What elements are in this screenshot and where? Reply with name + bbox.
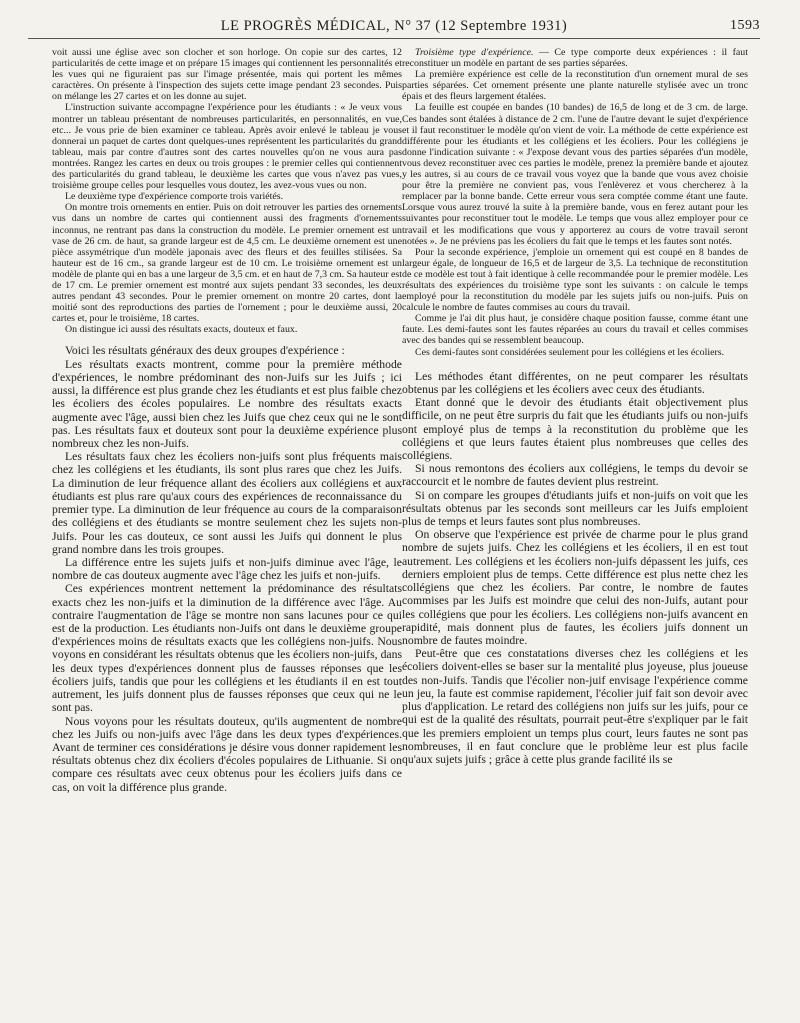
paragraph: Les résultats faux chez les écoliers non-juifs sont plus fréquents mais chez les collégiens et les étudiants, ils sont plus rares que chez les Juifs. La diminution de leur fréquence allant des écoliers aux collégiens et aux étudiants est plus rare qu'aux cours des expériences de reconnaissance du premier type. La diminution de leur fréquence au cours de la comparaison des collégiens et des étudiants se montre seulement chez les sujets non-Juifs. Pour les cas douteux, ce sont aussi les Juifs qui donnent le plus grand nombre dans les trois groupes. [52, 450, 402, 556]
journal-title: LE PROGRÈS MÉDICAL, N° 37 (12 Septembre 1931) [220, 17, 568, 34]
paragraph: Etant donné que le devoir des étudiants était objectivement plus difficile, on ne peut être surpris du fait que les étudiants juifs ou non-juifs ont employé plus de temps à la reconstitution du problème que les collégiens et que leurs fautes étaient plus nombreuses que celles des collégiens. [402, 396, 748, 462]
paragraph: voit aussi une église avec son clocher et son horloge. On copie sur des cartes, 12 particularités de cette image et on prépare 15 images qui contiennent les personnalités et les vues qui ne figuraient pas sur l'image présentée, mais qui portent les mêmes caractères. On présente à l'inspection des sujets cette image pendant 23 secondes. Puis on mélange les 27 cartes et on les donne au sujet. [52, 47, 402, 103]
paragraph: Le deuxième type d'expérience comporte trois variétés. [65, 191, 284, 203]
paragraph: On observe que l'expérience est privée de charme pour le plus grand nombre de sujets juifs. Chez les collégiens et les écoliers, il en est tout autrement. Les collégiens et les écoliers non-juifs dépassent les juifs, ces derniers emploient plus de temps. Cette différence est plus nette chez les collégiens que chez les écoliers. Par contre, le nombre de fautes commises par les Juifs est moindre que celui des non-Juifs, autant pour les collégiens que pour les écoliers. Les collégiens non-juifs avancent en rapidité, mais donnent plus de fautes, les écoliers juifs donnent un nombre de fautes moindre. [402, 528, 748, 647]
left-column [52, 47, 402, 794]
results-section [52, 344, 402, 793]
paragraph: Pour la seconde expérience, j'emploie un ornement qui est coupé en 8 bandes de largeur égale, de longueur de 16,5 et de largeur de 3,5. La technique de reconstitution de ce modèle est tout à fait identique à celle recommandée pour le premier modèle. Les résultats des expériences du troisième type sont les suivants : on calcule le temps employé pour la reconstitution du modèle par les sujets juifs ou non-juifs. Puis on calcule le nombre de fautes commises au cours du travail. [402, 246, 748, 314]
paragraph: Nous voyons pour les résultats douteux, qu'ils augmentent de nombre chez les Juifs ou non-juifs avec l'âge dans les deux types d'expériences. Avant de terminer ces considérations je désire vous donner rapidement les résultats obtenus chez dix écoliers d'écoles populaires de Lithuanie. Si on compare ces résultats avec ceux obtenus pour les écoliers juifs dans ce cas, on voit la différence plus grande. [52, 714, 402, 794]
paragraph: On montre trois ornements en entier. Puis on doit retrouver les parties des ornements vus dans un nombre de cartes qui contiennent aussi des fragments d'ornements inconnus, ne rentrant pas dans la construction du modèle. Le premier ornement est un vase de 26 cm. de haut, sa grande largeur est de 4,5 cm. Le deuxième ornement est une pièce assymétrique d'un modèle japonais avec des fleurs et des feuilles stilisées. Sa hauteur est de 16 cm., sa grande largeur est de 10 cm. Le troisième ornement est un modèle de plante qui en bas a une largeur de 3,5 cm. et en haut de 7,3 cm. Sa hauteur est de 17 cm. Le premier ornement est montré aux sujets pendant 33 secondes, les deux autres pendant 43 secondes. Pour le premier ornement on montre 20 cartes, dont la moitié sont des reproductions des parties de l'ornement ; pour le deuxième aussi, 20 cartes et, pour le troisième, 18 cartes. [52, 202, 402, 325]
paragraph: La première expérience est celle de la reconstitution d'un ornement mural de ses parties séparées. Cet ornement présente une plante naturelle stylisée avec un tronc épais et des fleurs largement étalées. [402, 69, 748, 103]
paragraph: Si on compare les groupes d'étudiants juifs et non-juifs on voit que les résultats obtenus par les seconds sont meilleurs car les Juifs emploient plus de temps et leurs fautes sont plus nombreuses. [402, 488, 748, 529]
paragraph: Les résultats exacts montrent, comme pour la première méthode d'expériences, le nombre prédominant des non-Juifs sur les Juifs ; ici aussi, la différence est plus grande chez les étudiants et est plus faible chez les écoliers des écoles populaires. Le nombre des résultats exacts augmente avec l'âge, aussi bien chez les Juifs que chez ceux qui ne le sont pas. Les résultats faux et douteux sont pour la deuxième expérience plus nombreux chez les non-Juifs. [52, 357, 402, 450]
paragraph: Si nous remontons des écoliers aux collégiens, le temps du devoir se raccourcit et le nombre de fautes devient plus restreint. [402, 462, 748, 489]
right-column [402, 47, 748, 766]
discussion-section [402, 370, 748, 767]
paragraph [402, 47, 748, 69]
paragraph: Voici les résultats généraux des deux groupes d'expérience : [65, 344, 345, 358]
running-header [28, 14, 760, 38]
paragraph: La différence entre les sujets juifs et non-juifs diminue avec l'âge, le nombre de cas douteux augmente avec l'âge chez les juifs et non-juifs. [52, 555, 402, 583]
paragraph: On distingue ici aussi des résultats exacts, douteux et faux. [65, 324, 298, 336]
paragraph: Comme je l'ai dit plus haut, je considère chaque position fausse, comme étant une faute. Les demi-fautes sont les fautes réparées au cours du travail et celles commises avec des bandes qui se ressemblent beaucoup. [402, 313, 748, 347]
paragraph: Les méthodes étant différentes, on ne peut comparer les résultats obtenus par les collégiens et les écoliers avec ceux des étudiants. [402, 369, 748, 396]
section-heading: Troisième type d'expérience. [415, 47, 534, 58]
paragraph: Ces demi-fautes sont considérées seulement pour les collégiens et les écoliers. [415, 346, 725, 358]
page-number: 1593 [730, 18, 760, 33]
paragraph: Peut-être que ces constatations diverses chez les collégiens et les écoliers doivent-elles se baser sur la mentalité plus joyeuse, plus joueuse des non-Juifs. Tandis que l'écolier non-juif envisage l'expérience comme un jeu, la faute est commise rapidement, l'écolier juif fait son devoir avec plus d'application. Le retard des collégiens non juifs sur les juifs, pour ce qui est de la qualité des résultats, pourrait peut-être s'expliquer par le fait que les premiers emploient un temps plus court, leurs fautes ne sont pas nombreuses, il en faut conclure que le problème leur est plus facile qu'aux sujets juifs ; grâce à cette plus grande facilité ils se [402, 647, 748, 766]
paragraph: Ces expériences montrent nettement la prédominance des résultats exacts chez les non-juifs et la diminution de la différence avec l'âge. Au contraire l'augmentation de l'âge se montre non sans lacunes pour ce qui est de la production. Les étudiants non-Juifs ont dans le deuxième groupe d'expériences moins de résultats exacts que les collégiens non-juifs. Nous voyons en considérant les résultats obtenus que les écoliers non-juifs, dans les deux types d'expériences donnent plus de fausses réponses que les écoliers juifs, tandis que pour les collégiens et les étudiants il en est tout autrement, les juifs donnent plus de fausses réponses que ceux qui ne le sont pas. [52, 582, 402, 715]
header-rule [28, 38, 760, 39]
paragraph: L'instruction suivante accompagne l'expérience pour les étudiants : « Je veux vous montrer un tableau présentant de nombreuses particularités, en personnalités, en vue, etc... Je vous prie de bien examiner ce tableau. Après avoir enlevé le tableau je vous donnerai un paquet de cartes dont quelques-unes représentent les particularités du grand tableau, mais par contre d'autres sont des cartes nouvelles qu'on ne vous aura pas montrées. Rangez les cartes en deux ou trois groupes : le premier celles qui contiennent des particularités du grand tableau, le deuxième les cartes que vous n'avez pas vues, troisième groupe celles pour lesquelles vous doutez, les avez-vous vues ou non. [52, 102, 402, 192]
paragraph-text: — Ce type comporte deux expériences : il faut reconstituer un modèle en partant de ses parties séparées. [402, 47, 748, 70]
paragraph: La feuille est coupée en bandes (10 bandes) de 16,5 de long et de 3 cm. de large. Ces bandes sont étalées à distance de 2 cm. l'une de l'autre devant le sujet d'expérience et il faut reconstituer le modèle qu'on vient de voir. La méthode de cette expérience est différente pour les étudiants et les collégiens et les écoliers. Pour les collégiens je donne l'indication suivante : « J'expose devant vous des parties séparées d'un modèle, vous devez reconstituer avec ces parties le modèle, prenez la première bande et ajoutez y les autres, si au cours de ce travail vous voyez que la bande que vous avez choisie pour être la première ne convient pas, vous l'enlèverez et vous chercherez à la remplacer par la bonne bande. Cette erreur vous sera comptée comme étant une faute. Lorsque vous aurez trouvé la suite à la première bande, vous en ferez autant pour les suivantes pour reconstituer tout le modèle. Le temps que vous allez employer pour ce travail et les modifications que vous y apporterez au cours de votre travail seront notées ». Je ne préviens pas les écoliers du fait que le temps et les fautes sont notés. [402, 102, 748, 247]
